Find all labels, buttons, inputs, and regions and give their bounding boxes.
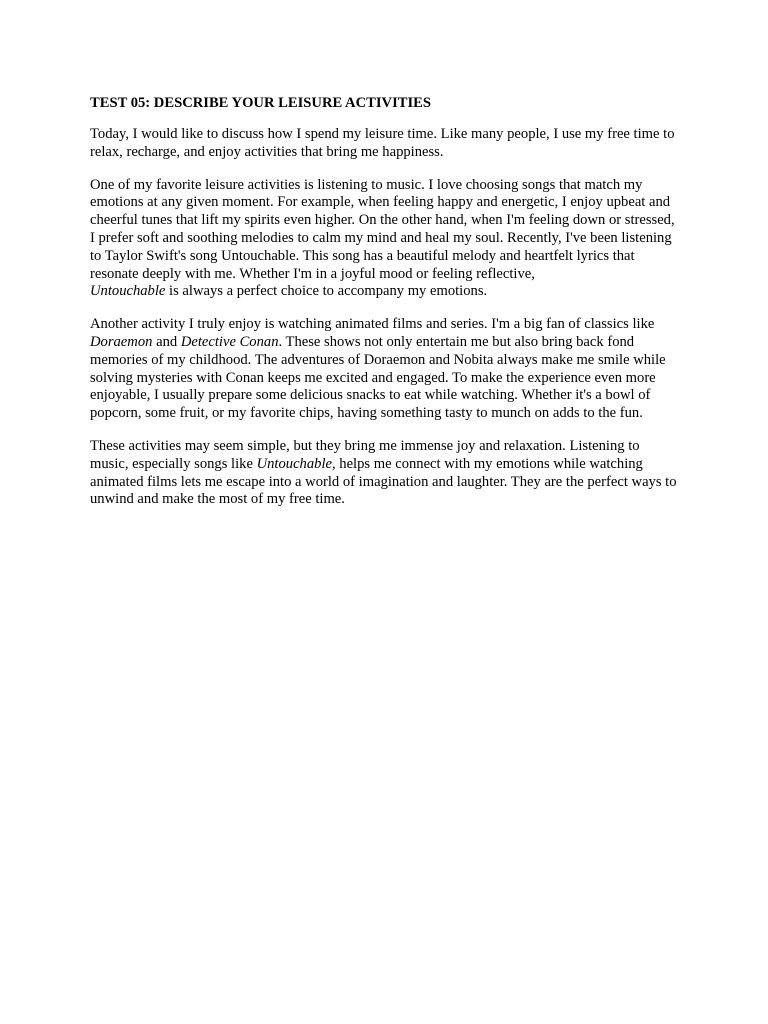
paragraph-animated-films: [90, 316, 678, 423]
paragraph-conclusion: [90, 438, 678, 509]
paragraph-music: [90, 177, 678, 302]
document-title: TEST 05: DESCRIBE YOUR LEISURE ACTIVITIES: [90, 95, 432, 111]
paragraph-text: One of my favorite leisure activities is listening to music. I love choosing songs that match my emotions at any given moment. For example, when feeling happy and energetic, I enjoy upbeat and cheerful tunes that lift my spirits even higher. On the other hand, when I'm feeling down or stressed, I prefer soft and soothing melodies to calm my mind and heal my soul. Recently, I've been listening to Taylor Swift's song Untouchable. This song has a beautiful melody and heartfelt lyrics that resonate deeply with me. Whether I'm in a joyful mood or feeling reflective,: [90, 176, 675, 282]
paragraph-text: Another activity I truly enjoy is watching animated films and series. I'm a big fan of classics like: [90, 316, 655, 333]
paragraph-text: is always a perfect choice to accompany my emotions.: [169, 283, 488, 300]
song-title-italic: Untouchable: [256, 455, 332, 472]
paragraph-intro: [90, 126, 678, 162]
song-title-italic: Untouchable: [90, 283, 166, 300]
paragraph-text: and: [156, 333, 178, 350]
show-title-italic: Detective Conan: [180, 333, 279, 350]
paragraph-text: Today, I would like to discuss how I spend my leisure time. Like many people, I use my free time to relax, recharge, and enjoy activities that bring me happiness.: [90, 126, 675, 160]
paragraph-text: These activities may seem simple, but they bring me immense joy and relaxation. Listening to music, especially songs like: [90, 437, 640, 472]
paragraph-text: , helps me connect with my emotions while watching animated films lets me escape into a world of imagination and laughter. They are the perfect ways to unwind and make the most of my free time.: [90, 455, 677, 508]
document-page: [90, 94, 678, 524]
paragraph-text: . These shows not only entertain me but also bring back fond memories of my childhood. The adventures of Doraemon and Nobita always make me smile while solving mysteries with Conan keeps me excited and engaged. To make the experience even more enjoyable, I usually prepare some delicious snacks to eat while watching. Whether it's a bowl of popcorn, some fruit, or my favorite chips, having something tasty to munch on adds to the fun.: [90, 333, 666, 422]
show-title-italic: Doraemon: [90, 333, 153, 350]
